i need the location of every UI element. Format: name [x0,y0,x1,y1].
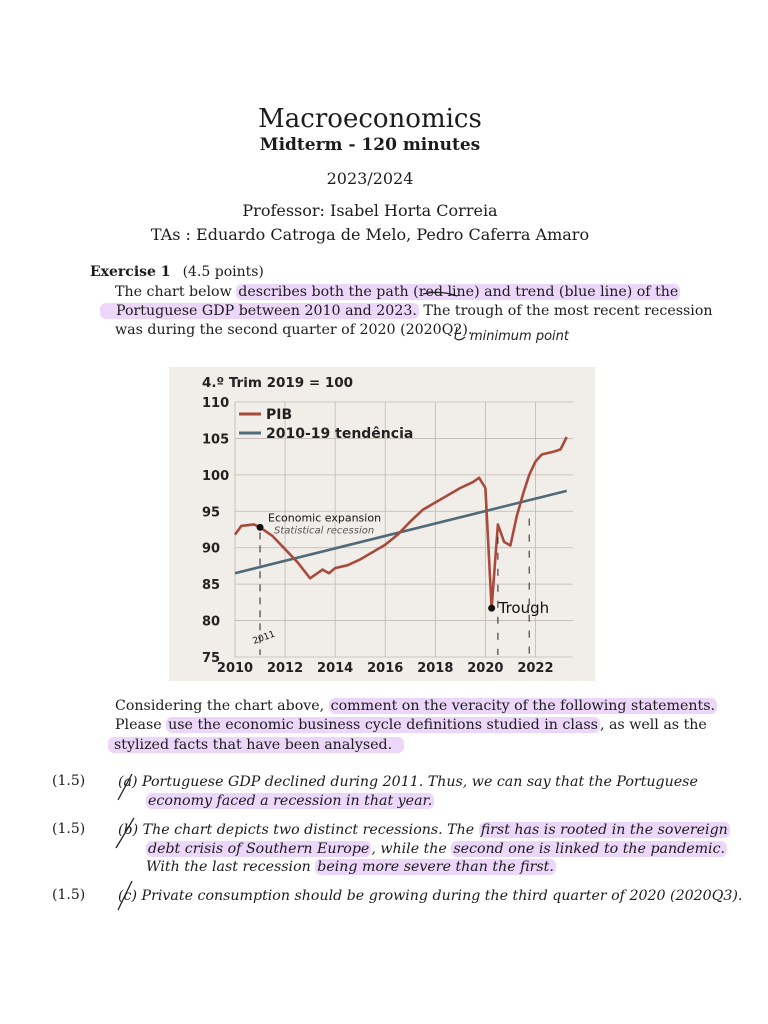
item-b-highlight: debt crisis of Southern Europe [148,841,370,857]
item-c-letter: (c) [118,888,138,904]
y-tick-label: 90 [202,541,221,557]
check-mark-icon [118,774,132,800]
x-axis-labels [217,661,554,676]
item-b-line-1 [118,821,730,841]
item-c-text: Private consumption should be growing during the third quarter of 2020 (2020Q3). [141,888,743,904]
legend-pib: PIB [266,407,293,423]
x-tick-label: 2010 [216,661,254,676]
item-a-highlight: economy faced a recession in that year. [148,793,433,809]
item-a-letter: (a) [118,774,138,790]
intro-highlight: describes both the path (red line) and trend (blue line) of the [238,284,679,300]
trough-dot [488,605,495,612]
x-tick-label: 2018 [417,661,454,676]
intro-text: was during the second quarter of 2020 (2020Q2). [115,322,473,338]
tas-line: TAs : Eduardo Catroga de Melo, Pedro Caferra Amaro [150,225,590,244]
check-mark-icon [118,881,132,910]
peak-dot [257,524,264,531]
annotation-2011: 2011 [251,629,277,647]
intro-highlight: Portuguese GDP between 2010 and 2023. [100,303,419,319]
question-text: Considering the chart above, [115,698,329,714]
document-subtitle: Midterm - 120 minutes [259,135,481,155]
item-a-points: (1.5) [52,773,86,789]
question-highlight: use the economic business cycle definitions studied in class [168,717,598,733]
document-title: Macroeconomics [258,104,482,134]
item-b-highlight: first has is rooted in the sovereign [480,822,728,838]
x-tick-label: 2016 [367,661,404,676]
item-c-line-1 [118,887,742,907]
y-tick-label: 85 [202,578,221,594]
annotation-trough: Trough [498,599,550,618]
question-line-1 [115,697,717,717]
item-b-line-3 [146,858,556,878]
question-highlight: stylized facts that have been analysed. [108,737,404,753]
exercise-heading [90,264,264,280]
question-highlight: comment on the veracity of the following statements. [330,698,715,714]
y-tick-label: 75 [202,651,221,666]
academic-year: 2023/2024 [326,169,414,188]
x-tick-label: 2012 [266,661,304,676]
item-b-line-2 [146,840,727,860]
question-line-2 [115,716,707,736]
item-a-line-2 [146,792,434,812]
item-b-text: , while the [371,841,452,857]
annotation-expansion: Economic expansion [268,511,382,525]
legend-trend: 2010-19 tendência [266,426,414,442]
item-a-text: Portuguese GDP declined during 2011. Thus, we can say that the Portuguese [142,774,698,790]
y-tick-label: 105 [202,432,230,448]
question-text: , as well as the [599,717,707,733]
x-tick-label: 2022 [517,661,554,676]
x-tick-label: 2014 [317,661,354,676]
item-b-text: The chart depicts two distinct recessions. The [142,822,479,838]
intro-text: The trough of the most recent recession [418,303,713,319]
item-b-highlight: being more severe than the first. [317,859,554,875]
item-b-points: (1.5) [52,821,86,837]
check-mark-icon [116,818,134,848]
item-b-highlight: second one is linked to the pandemic. [453,841,726,857]
item-a-line-1 [118,773,698,793]
question-line-3 [108,736,404,756]
professor-line: Professor: Isabel Horta Correia [242,201,498,220]
check-marks [110,770,150,915]
item-c-points: (1.5) [52,887,86,903]
arrow-icon [455,327,465,340]
item-b-letter: (b) [118,822,139,838]
exercise-label: Exercise 1 [90,264,171,280]
intro-text: The chart below [115,284,237,300]
annotation-recession: Statistical recession [274,525,375,537]
question-text: Please [115,717,167,733]
y-tick-label: 110 [202,396,230,411]
y-tick-label: 100 [202,468,230,484]
item-b-text: With the last recession [146,859,316,875]
exercise-points: (4.5 points) [182,264,264,280]
y-axis-labels [202,396,229,666]
gdp-chart [169,367,595,681]
handwritten-note [395,290,615,350]
y-tick-label: 95 [202,505,221,521]
y-tick-label: 80 [202,614,221,630]
chart-svg [169,367,595,681]
trough-underline [423,292,457,296]
chart-title: 4.º Trim 2019 = 100 [202,375,354,391]
note-text: minimum point [470,329,569,344]
x-tick-label: 2020 [467,661,504,676]
